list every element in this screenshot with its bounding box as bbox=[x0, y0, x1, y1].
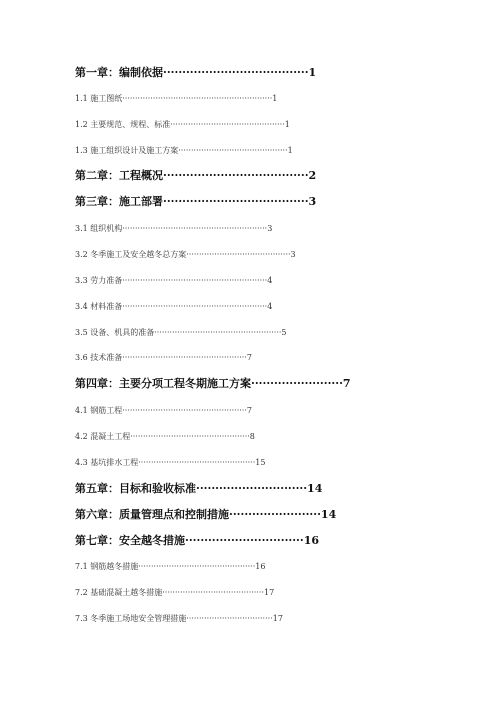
toc-chapter-4 bbox=[75, 377, 407, 391]
toc-entry-text: 1.3 施工组织设计及施工方案···········································1 bbox=[75, 146, 293, 155]
toc-section-3-4 bbox=[75, 300, 357, 314]
toc-section-4-2 bbox=[75, 430, 349, 444]
toc-section-7-2 bbox=[75, 586, 355, 600]
toc-chapter-5 bbox=[75, 482, 403, 496]
toc-entry-text: 1.1 施工图纸···························································1 bbox=[75, 94, 278, 103]
toc-chapter-3 bbox=[75, 195, 407, 209]
toc-entry-text: 7.3 冬季施工场地安全管理措施··································17 bbox=[75, 614, 283, 623]
toc-section-1-3 bbox=[75, 144, 357, 158]
toc-entry-text: 第三章：施工部署······································3 bbox=[75, 195, 317, 208]
toc-entry-text: 7.1 钢筋越冬措施··············································16 bbox=[75, 562, 266, 571]
toc-section-3-1 bbox=[75, 222, 357, 236]
toc-entry-text: 3.5 设备、机具的准备··················································5 bbox=[75, 328, 287, 337]
toc-entry-text: 4.1 钢筋工程·················································7 bbox=[75, 406, 252, 415]
toc-chapter-6 bbox=[75, 508, 403, 522]
toc-section-4-1 bbox=[75, 404, 347, 418]
toc-section-7-3 bbox=[75, 612, 355, 626]
toc-entry-text: 第二章：工程概况······································2 bbox=[75, 169, 317, 182]
toc-chapter-7 bbox=[75, 534, 403, 548]
toc-entry-text: 3.1 组织机构·························································3 bbox=[75, 224, 273, 233]
toc-entry-text: 第五章：目标和验收标准·····························14 bbox=[75, 482, 323, 495]
toc-chapter-2 bbox=[75, 169, 407, 183]
toc-entry-text: 第四章：主要分项工程冬期施工方案························7 bbox=[75, 377, 351, 390]
toc-section-3-3 bbox=[75, 274, 357, 288]
toc-chapter-1 bbox=[75, 66, 407, 80]
toc-entry-text: 第七章：安全越冬措施·······························16 bbox=[75, 534, 320, 547]
toc-section-3-5 bbox=[75, 326, 357, 340]
toc-entry-text: 第一章：编制依据······································1 bbox=[75, 66, 317, 79]
toc-entry-text: 4.3 基坑排水工程··············································15 bbox=[75, 458, 266, 467]
toc-section-4-3 bbox=[75, 456, 355, 470]
toc-entry-text: 第六章：质量管理点和控制措施························14 bbox=[75, 508, 337, 521]
toc-entry-text: 1.2 主要规范、规程、标准·············································1 bbox=[75, 120, 290, 129]
toc-entry-text: 4.2 混凝土工程···············································8 bbox=[75, 432, 255, 441]
toc-entry-text: 3.2 冬季施工及安全越冬总方案·········································3 bbox=[75, 250, 296, 259]
toc-entry-text: 3.6 技术准备·················································7 bbox=[75, 353, 252, 362]
toc-section-3-2 bbox=[75, 248, 357, 262]
toc-entry-text: 3.3 劳力准备·························································4 bbox=[75, 276, 273, 285]
toc-section-3-6 bbox=[75, 351, 347, 365]
toc-section-1-1 bbox=[75, 92, 357, 106]
toc-section-7-1 bbox=[75, 560, 355, 574]
toc-entry-text: 3.4 材料准备·························································4 bbox=[75, 302, 273, 311]
toc-section-1-2 bbox=[75, 118, 357, 132]
toc-entry-text: 7.2 基础混凝土越冬措施········································17 bbox=[75, 588, 275, 597]
